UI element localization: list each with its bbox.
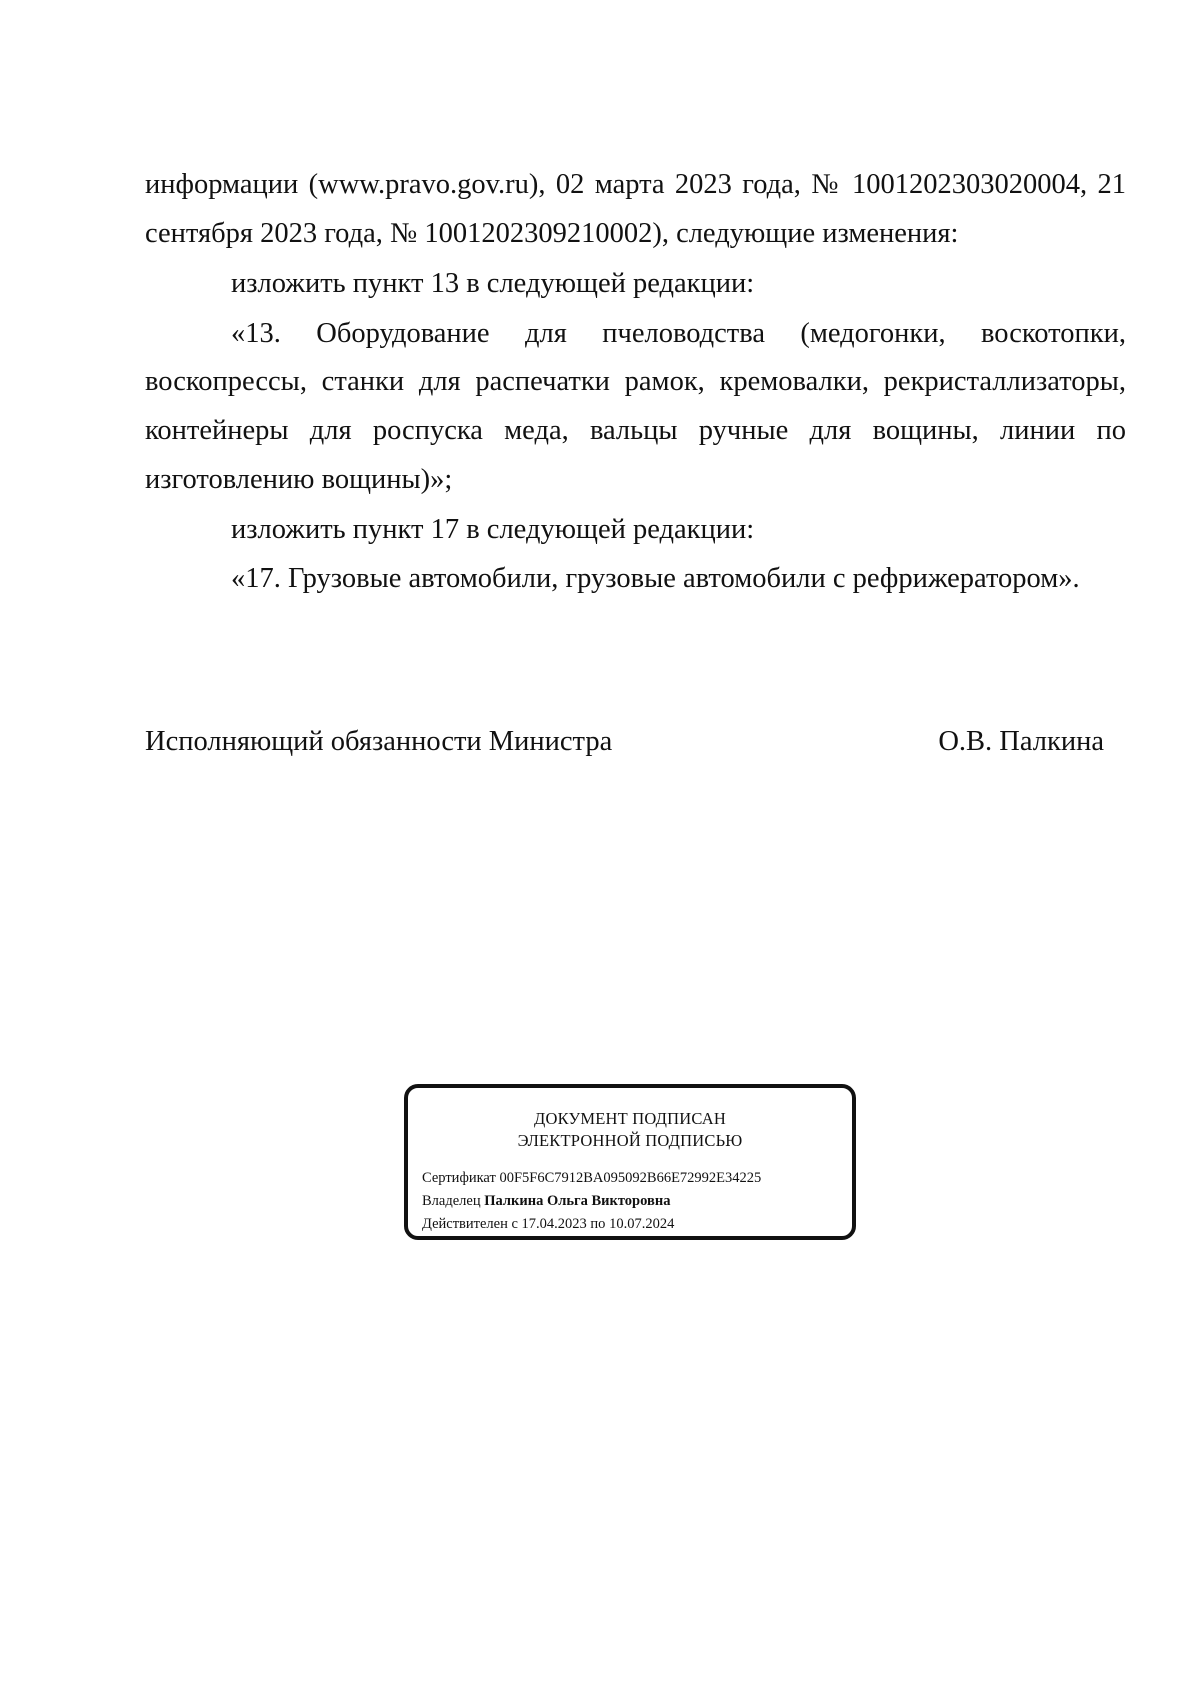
stamp-owner-row — [422, 1191, 670, 1211]
electronic-signature-stamp — [404, 1084, 856, 1240]
body-line-1: информации (www.pravo.gov.ru), 02 марта 2023 года, № 1001202303020004, 21 — [145, 169, 1126, 200]
body-line-5: воскопрессы, станки для распечатки рамок, кремовалки, рекристаллизаторы, — [145, 366, 1126, 397]
stamp-valid-label: Действителен — [422, 1216, 508, 1232]
stamp-valid-to-prefix: по — [590, 1216, 606, 1232]
body-line-3: изложить пункт 13 в следующей редакции: — [231, 268, 755, 299]
stamp-validity-row — [422, 1214, 674, 1234]
body-line-7: изготовлению вощины)»; — [145, 464, 453, 495]
body-line-9: «17. Грузовые автомобили, грузовые автомобили с рефрижератором». — [231, 563, 1080, 594]
stamp-certificate-label: Сертификат — [422, 1170, 496, 1186]
body-line-4: «13. Оборудование для пчеловодства (медогонки, воскотопки, — [231, 318, 1126, 349]
stamp-certificate-value: 00F5F6C7912BA095092B66E72992E34225 — [499, 1170, 762, 1186]
body-line-8: изложить пункт 17 в следующей редакции: — [231, 514, 755, 545]
stamp-valid-from-prefix: с — [511, 1216, 518, 1232]
stamp-valid-from: 17.04.2023 — [521, 1216, 587, 1232]
stamp-title-line-1: ДОКУМЕНТ ПОДПИСАН — [534, 1109, 726, 1128]
stamp-owner-value: Палкина Ольга Викторовна — [484, 1193, 671, 1209]
stamp-title-line-2: ЭЛЕКТРОННОЙ ПОДПИСЬЮ — [517, 1131, 743, 1150]
signer-name: О.В. Палкина — [938, 726, 1104, 757]
stamp-valid-to: 10.07.2024 — [609, 1216, 675, 1232]
stamp-certificate-row — [422, 1168, 761, 1188]
body-line-6: контейнеры для роспуска меда, вальцы ручные для вощины, линии по — [145, 415, 1126, 446]
body-line-2: сентября 2023 года, № 1001202309210002), следующие изменения: — [145, 218, 959, 249]
stamp-owner-label: Владелец — [422, 1193, 481, 1209]
signer-position: Исполняющий обязанности Министра — [145, 726, 613, 757]
